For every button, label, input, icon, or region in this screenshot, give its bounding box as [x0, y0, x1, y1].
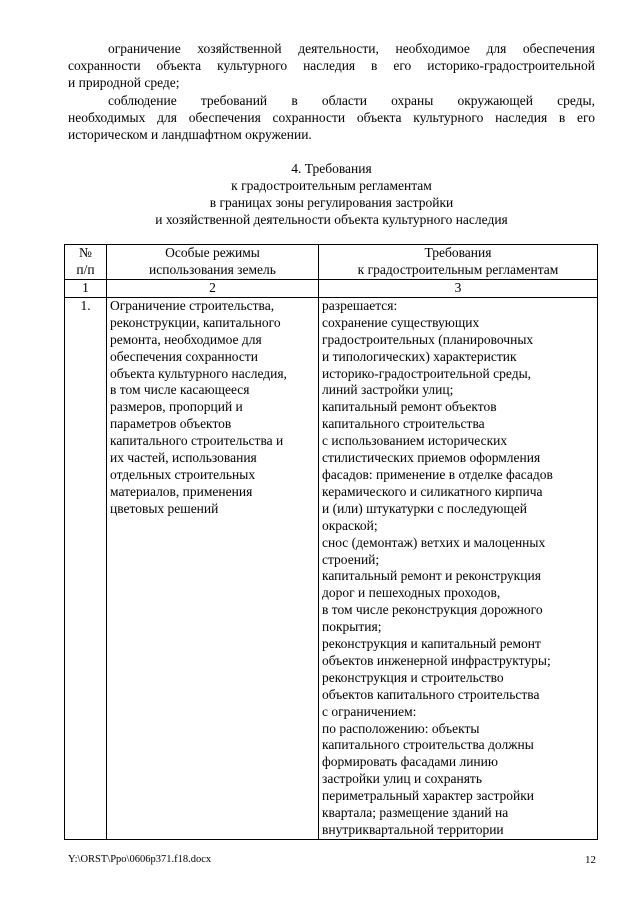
cell-line: реконструкция и строительство — [322, 669, 504, 685]
column-number: 1 — [65, 280, 107, 298]
cell-line: с ограничением: — [322, 703, 417, 719]
cell-line: по расположению: объекты — [322, 720, 480, 736]
cell-line: разрешается: — [322, 297, 398, 313]
cell-line: отдельных строительных — [110, 466, 256, 482]
cell-line: снос (демонтаж) ветхих и малоценных — [322, 534, 546, 550]
heading-line: в границах зоны регулирования застройки — [209, 195, 454, 210]
cell-line: с использованием исторических — [322, 433, 508, 449]
cell-line: внутриквартальной территории — [322, 822, 504, 837]
column-number: 3 — [319, 280, 598, 298]
table-row — [65, 297, 598, 839]
cell-line: историко-градостроительной среды, — [322, 365, 532, 381]
header-requirements: Требования к градостроительным регламентам — [319, 245, 598, 280]
cell-line: материалов, применения — [110, 483, 253, 499]
cell-line: и типологических) характеристик — [322, 348, 517, 364]
cell-line: формировать фасадами линию — [322, 754, 498, 770]
text-line: историческом и ландшафтном окружении. — [68, 127, 312, 142]
cell-line: периметральный характер застройки — [322, 788, 535, 804]
cell-line: в том числе реконструкция дорожного — [322, 602, 543, 618]
text-line: сохранности объекта культурного наследия в его историко-градостроительной — [68, 58, 595, 73]
cell-line: их частей, использования — [110, 450, 257, 466]
cell-line: фасадов: применение в отделке фасадов — [322, 466, 553, 482]
cell-line: капитальный ремонт и реконструкция — [322, 568, 541, 584]
footer-page-number: 12 — [585, 854, 596, 866]
cell-line: дорог и пешеходных проходов, — [322, 585, 501, 601]
cell-line: сохранение существующих — [322, 314, 480, 330]
cell-line: керамического и силикатного кирпича — [322, 483, 543, 499]
cell-line: реконструкции, капитального — [110, 314, 281, 330]
cell-line: квартала; размещение зданий на — [322, 805, 509, 821]
cell-line: окраской; — [322, 517, 378, 533]
cell-line: цветовых решений — [110, 500, 219, 516]
header-number: № п/п — [65, 245, 107, 280]
cell-line: покрытия; — [322, 619, 382, 635]
cell-line: объекта культурного наследия, — [110, 365, 287, 381]
cell-line: строений; — [322, 551, 380, 567]
heading-line: к градостроительным регламентам — [231, 178, 432, 193]
text-line: соблюдение требований в области охраны окружающей среды, — [108, 93, 595, 108]
cell-line: стилистических приемов оформления — [322, 450, 541, 466]
footer-file-path: Y:\ORST\Ppo\0606p371.f18.docx — [68, 854, 212, 865]
text-line: необходимых для обеспечения сохранности объекта культурного наследия в его — [68, 110, 595, 125]
requirements-table — [64, 244, 598, 840]
cell-line: реконструкция и капитальный ремонт — [322, 636, 541, 652]
text-line: и природной среде; — [68, 75, 180, 90]
intro-paragraph-2 — [68, 92, 595, 143]
column-number: 2 — [107, 280, 319, 298]
cell-line: обеспечения сохранности — [110, 348, 259, 364]
cell-line: параметров объектов — [110, 416, 232, 432]
text-line: ограничение хозяйственной деятельности, необходимое для обеспечения — [108, 41, 595, 56]
cell-line: линий застройки улиц; — [322, 382, 454, 398]
cell-line: в том числе касающееся — [110, 382, 250, 398]
header-regime: Особые режимы использования земель — [107, 245, 319, 280]
cell-line: объектов инженерной инфраструктуры; — [322, 652, 551, 668]
cell-line: и (или) штукатурки с последующей — [322, 500, 527, 516]
cell-line: ремонта, необходимое для — [110, 331, 262, 347]
heading-line: и хозяйственной деятельности объекта культурного наследия — [155, 212, 508, 227]
requirements-cell — [319, 297, 598, 839]
column-numbering-row — [65, 280, 598, 298]
cell-line: размеров, пропорций и — [110, 399, 243, 415]
cell-line: Ограничение строительства, — [110, 297, 275, 313]
cell-line: капитальный ремонт объектов — [322, 399, 497, 415]
cell-line: капитального строительства должны — [322, 737, 534, 753]
section-heading — [68, 160, 595, 228]
cell-line: капитального строительства — [322, 416, 485, 432]
table-header-row — [65, 245, 598, 280]
cell-line: застройки улиц и сохранять — [322, 771, 482, 787]
cell-line: градостроительных (планировочных — [322, 331, 534, 347]
row-number: 1. — [65, 297, 107, 839]
cell-line: объектов капитального строительства — [322, 686, 540, 702]
cell-line: капитального строительства и — [110, 433, 284, 449]
regime-cell — [107, 297, 319, 839]
intro-paragraph-1 — [68, 40, 595, 91]
heading-line: 4. Требования — [291, 161, 372, 176]
